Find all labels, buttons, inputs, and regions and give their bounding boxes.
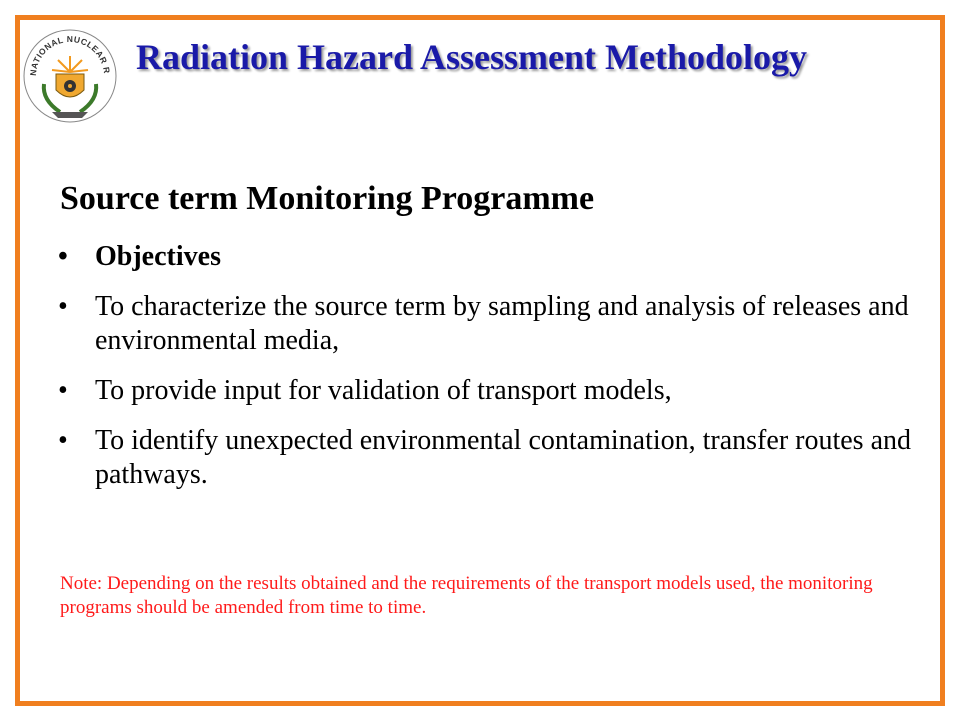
bullet-text: To identify unexpected environmental contamination, transfer routes and pathways. [95,425,911,490]
bullet-marker: • [58,291,68,322]
bullet-contamination [58,424,918,492]
nnr-emblem-icon [22,28,118,124]
bullet-marker: • [58,375,68,406]
bullet-text: To provide input for validation of transport models, [95,375,672,406]
bullet-validation [58,374,918,408]
footnote: Note: Depending on the results obtained and the requirements of the transport models used, the monitoring programs should be amended from time to time. [60,573,873,618]
bullet-text: To characterize the source term by sampling and analysis of releases and environmental media, [95,291,909,356]
bullet-marker: • [58,425,68,456]
bullet-characterize [58,290,918,358]
section-heading: Source term Monitoring Programme [60,180,595,217]
bullet-marker: • [58,241,68,272]
bullet-text: Objectives [95,241,221,272]
logo-text: NATIONAL NUCLEAR R [27,34,113,77]
bullet-list [58,240,918,508]
slide-title: Radiation Hazard Assessment Methodology [136,37,808,77]
bullet-objectives [58,240,918,274]
nnr-logo [22,28,118,124]
